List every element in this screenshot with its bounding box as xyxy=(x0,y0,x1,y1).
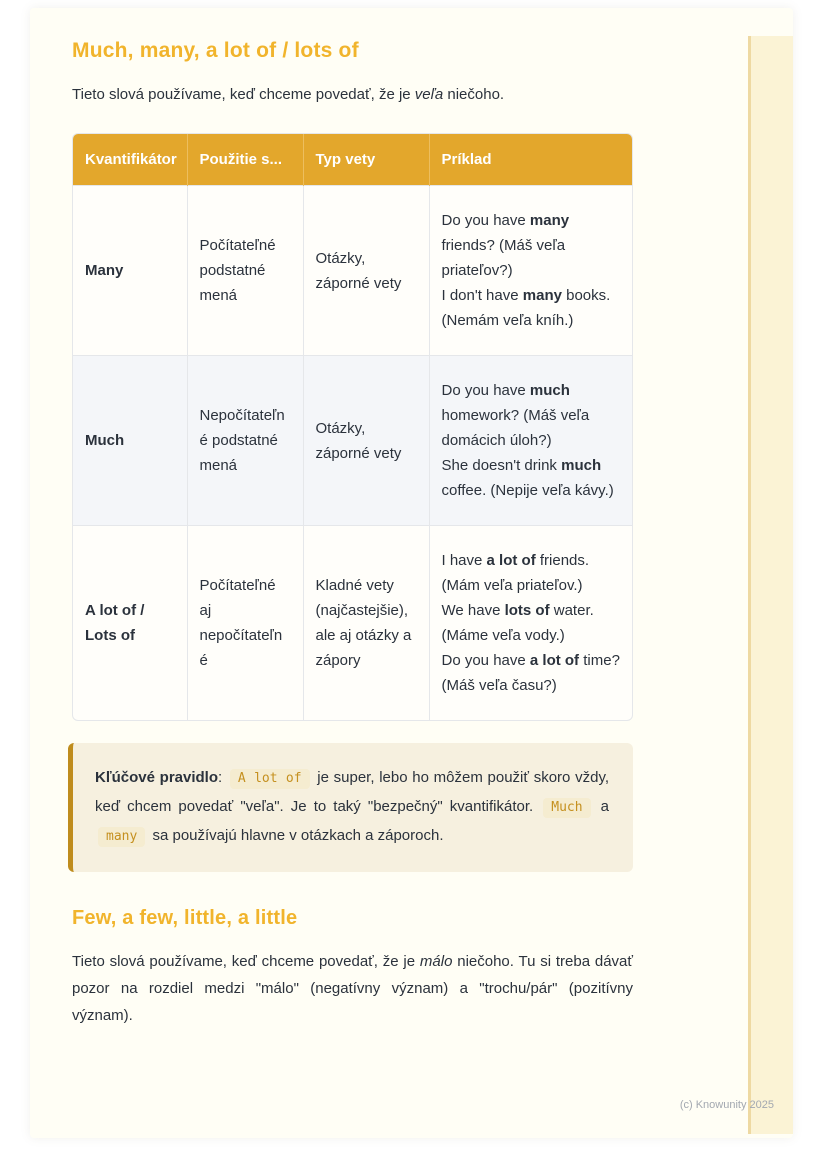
copyright-watermark: (c) Knowunity 2025 xyxy=(679,1099,774,1111)
table-row-many xyxy=(73,186,632,356)
cell-quantifier: Much xyxy=(73,356,187,526)
quantifier-table-wrapper xyxy=(72,133,633,721)
cell-quantifier: Many xyxy=(73,186,187,356)
document-page xyxy=(30,8,793,1138)
cell-use: Nepočítateľné podstatné mená xyxy=(187,356,303,526)
column-header-kvantifikator: Kvantifikátor xyxy=(73,134,187,186)
table-header-row xyxy=(73,134,632,186)
table-row-much xyxy=(73,356,632,526)
cell-example: I have a lot of friends. (Mám veľa priateľov.) We have lots of water. (Máme veľa vody.) Do you have a lot of time? (Máš veľa času?) xyxy=(429,526,632,721)
column-header-pouzitie: Použitie s... xyxy=(187,134,303,186)
page-content xyxy=(72,8,633,1029)
table-row-a-lot-of xyxy=(73,526,632,721)
section-heading-much-many: Much, many, a lot of / lots of xyxy=(72,39,359,62)
cell-use: Počítateľné podstatné mená xyxy=(187,186,303,356)
cell-example: Do you have much homework? (Máš veľa domácich úloh?) She doesn't drink much coffee. (Nepije veľa kávy.) xyxy=(429,356,632,526)
key-rule-text: Kľúčové pravidlo: A lot of je super, lebo ho môžem použiť skoro vždy, keď chcem povedať "veľa". Je to taký "bezpečný" kvantifikátor. Much a many sa používajú hlavne v otázkach a záporoch. xyxy=(95,769,609,844)
outro-paragraph: Tieto slová používame, keď chceme povedať, že je málo niečoho. Tu si treba dávať pozor na rozdiel medzi "málo" (negatívny význam) a "trochu/pár" (pozitívny význam). xyxy=(72,953,634,1024)
cell-example: Do you have many friends? (Máš veľa priateľov?) I don't have many books. (Nemám veľa kníh.) xyxy=(429,186,632,356)
key-rule-callout xyxy=(68,743,633,872)
cell-sentence-type: Otázky, záporné vety xyxy=(303,356,429,526)
cell-use: Počítateľné aj nepočítateľné xyxy=(187,526,303,721)
section-heading-few-little: Few, a few, little, a little xyxy=(72,907,298,929)
page-edge-ribbon xyxy=(748,36,793,1134)
cell-quantifier: A lot of / Lots of xyxy=(73,526,187,721)
column-header-priklad: Príklad xyxy=(429,134,632,186)
quantifier-table xyxy=(73,134,632,720)
cell-sentence-type: Kladné vety (najčastejšie), ale aj otázky a zápory xyxy=(303,526,429,721)
column-header-typ-vety: Typ vety xyxy=(303,134,429,186)
intro-paragraph: Tieto slová používame, keď chceme povedať, že je veľa niečoho. xyxy=(72,86,505,103)
cell-sentence-type: Otázky, záporné vety xyxy=(303,186,429,356)
